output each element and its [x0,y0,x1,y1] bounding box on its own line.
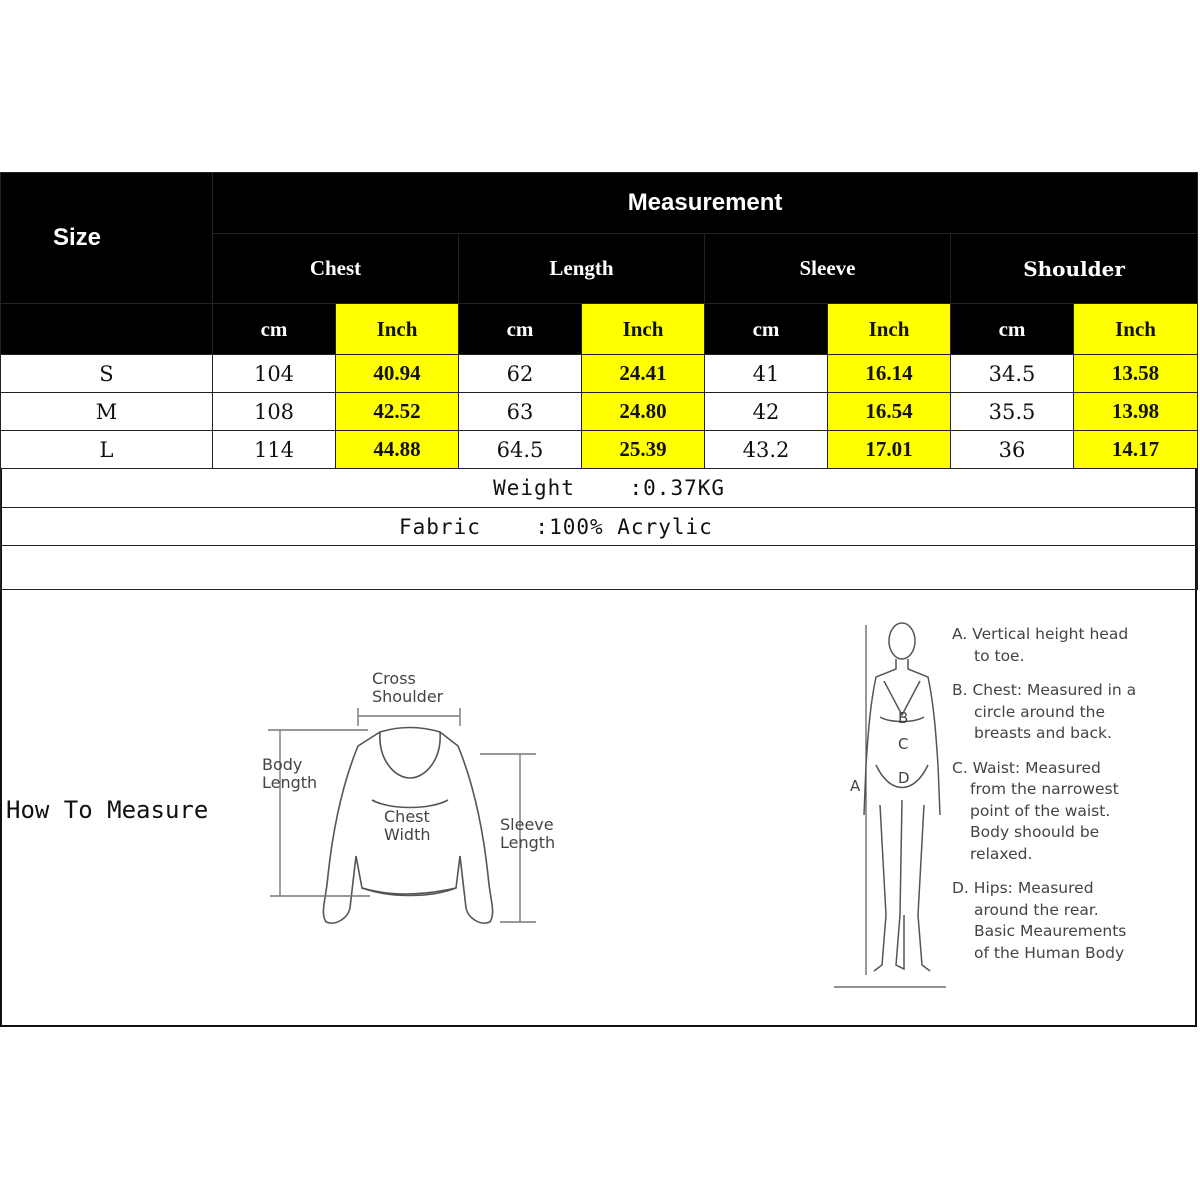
note-d-line-1: D. Hips: Measured [952,879,1094,897]
note-c-line-5: relaxed. [970,844,1033,863]
body-length-label-2: Length [262,773,318,792]
note-a-line-2: to toe. [974,646,1025,665]
note-b-line-1: B. Chest: Measured in a [952,681,1137,699]
sleeve-length-label-2: Length [500,833,556,852]
note-b-line-3: breasts and back. [974,724,1112,742]
length-inch-cell: 24.41 [582,355,705,393]
chest-inch-header: Inch [336,304,459,355]
sleeve-inch-header: Inch [828,304,951,355]
chest-inch-cell: 40.94 [336,355,459,393]
shoulder-inch-cell: 13.58 [1074,355,1198,393]
shoulder-cm-cell: 34.5 [951,355,1074,393]
cross-shoulder-label-1: Cross [372,669,416,688]
marker-b: B [898,709,909,727]
marker-d: D [898,769,910,787]
shoulder-inch-header: Inch [1074,304,1198,355]
size-cell: S [1,355,213,393]
note-b-line-2: circle around the [974,702,1106,721]
note-d-line-3: Basic Meaurements [974,922,1127,940]
note-d [952,878,1192,964]
note-d-line-4: of the Human Body [974,943,1125,962]
shoulder-cm-cell: 35.5 [951,393,1074,431]
fabric-line: Fabric :100% Acrylic [1,508,1198,546]
weight-line: Weight :0.37KG [1,469,1198,508]
length-cm-cell: 63 [459,393,582,431]
chest-inch-cell: 44.88 [336,431,459,469]
sleeve-cm-cell: 41 [705,355,828,393]
size-header: Size [1,173,213,304]
note-d-line-2: around the rear. [974,900,1099,919]
size-cell: M [1,393,213,431]
shoulder-inch-cell: 14.17 [1074,431,1198,469]
sleeve-cm-cell: 42 [705,393,828,431]
chest-cm-cell: 108 [213,393,336,431]
body-figure [864,623,940,971]
note-c-line-3: point of the waist. [970,801,1111,820]
measurement-header: Measurement [213,173,1198,234]
length-inch-cell: 24.80 [582,393,705,431]
sleeve-inch-cell: 16.54 [828,393,951,431]
table-row [1,431,1198,469]
note-b [952,680,1192,745]
length-cm-cell: 62 [459,355,582,393]
note-c-line-4: Body shoould be [970,823,1100,841]
shoulder-inch-cell: 13.98 [1074,393,1198,431]
sleeve-length-label-1: Sleeve [500,815,554,834]
table-row [1,393,1198,431]
chest-inch-cell: 42.52 [336,393,459,431]
cross-shoulder-label-2: Shoulder [372,687,444,706]
marker-c: C [898,735,909,753]
length-cm-cell: 64.5 [459,431,582,469]
marker-a: A [850,777,861,795]
shoulder-cm-header: cm [951,304,1074,355]
note-c-line-2: from the narrowest [970,780,1119,798]
sleeve-group-header: Sleeve [705,234,951,304]
empty-line [1,546,1198,590]
size-cell: L [1,431,213,469]
table-row [1,355,1198,393]
shoulder-cm-cell: 36 [951,431,1074,469]
measurement-notes [952,624,1192,977]
chest-cm-header: cm [213,304,336,355]
body-measure-diagram [830,615,950,995]
chest-group-header: Chest [213,234,459,304]
note-a [952,624,1192,667]
chest-cm-cell: 114 [213,431,336,469]
note-c [952,758,1192,866]
chest-width-label-2: Width [384,825,431,844]
sweater-measure-diagram [250,660,580,940]
sleeve-cm-cell: 43.2 [705,431,828,469]
how-to-measure-label: How To Measure [6,796,209,824]
size-header-spacer [1,304,213,355]
chest-width-label-1: Chest [384,807,430,826]
note-c-line-1: C. Waist: Measured [952,758,1101,777]
sleeve-inch-cell: 16.14 [828,355,951,393]
length-group-header: Length [459,234,705,304]
note-a-line-1: A. Vertical height head [952,625,1129,643]
chest-cm-cell: 104 [213,355,336,393]
sleeve-cm-header: cm [705,304,828,355]
length-inch-cell: 25.39 [582,431,705,469]
body-length-label-1: Body [262,755,303,774]
shoulder-group-header: Shoulder [951,234,1198,304]
sleeve-inch-cell: 17.01 [828,431,951,469]
length-cm-header: cm [459,304,582,355]
size-table [0,172,1198,590]
length-inch-header: Inch [582,304,705,355]
